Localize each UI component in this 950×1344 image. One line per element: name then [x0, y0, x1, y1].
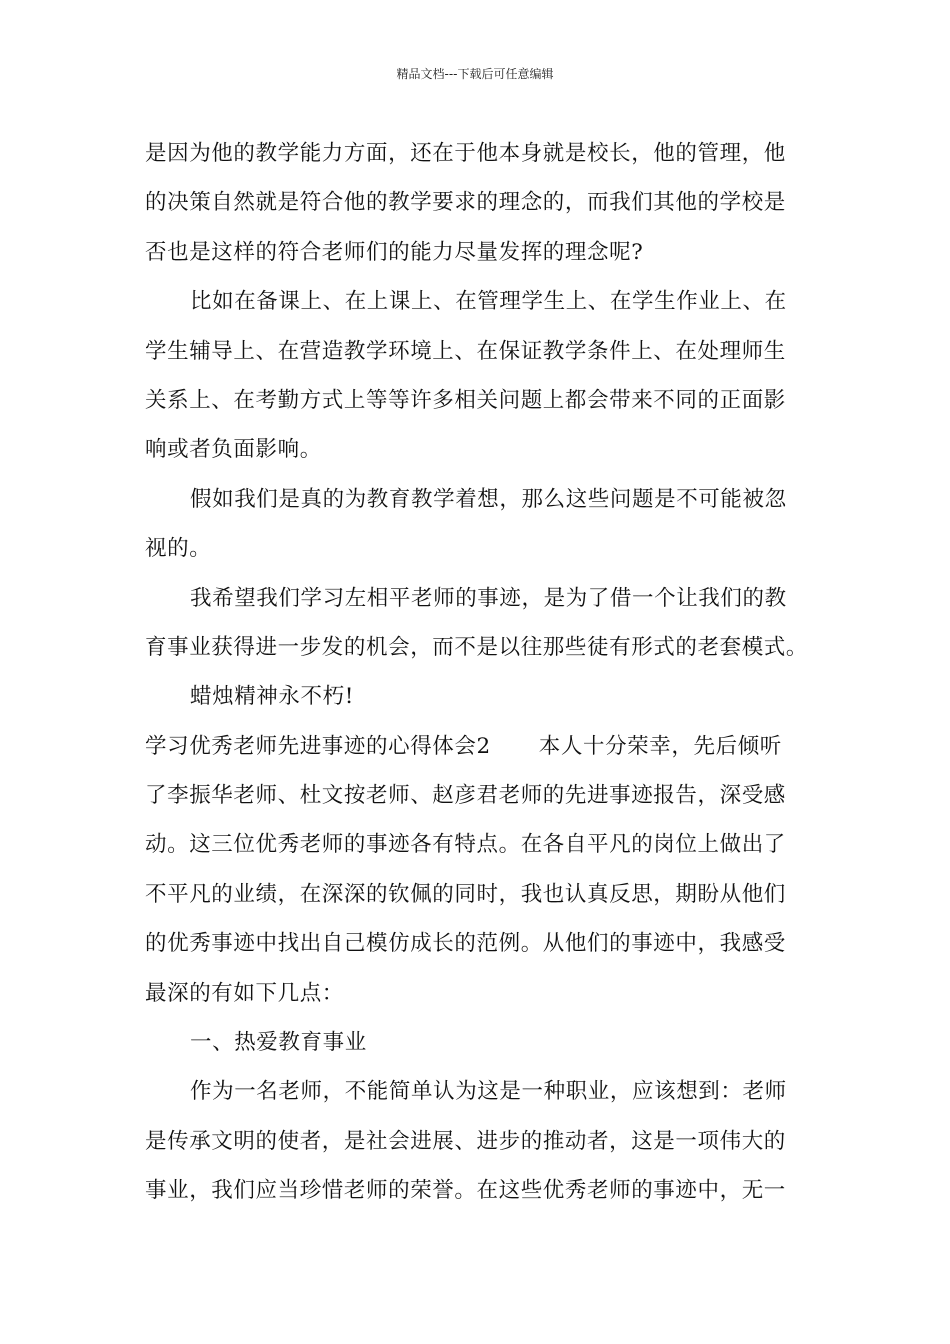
- text-line: 学生辅导上、在营造教学环境上、在保证教学条件上、在处理师生: [145, 338, 786, 364]
- body-text: [145, 129, 810, 1216]
- paragraph-start-line: 比如在备课上、在上课上、在管理学生上、在学生作业上、在: [190, 289, 787, 315]
- text-line: 育事业获得进一步发的机会，而不是以往那些徒有形式的老套模式。: [145, 634, 809, 660]
- text-line: 是传承文明的使者，是社会进展、进步的推动者，这是一项伟大的: [145, 1128, 786, 1154]
- text-line: 是因为他的教学能力方面，还在于他本身就是校长，他的管理，他: [145, 141, 786, 166]
- text-line: 响或者负面影响。: [145, 437, 322, 463]
- text-line: 事业，我们应当珍惜老师的荣誉。在这些优秀老师的事迹中，无一: [145, 1178, 786, 1204]
- paragraph-start-line: 假如我们是真的为教育教学着想，那么这些问题是不可能被忽: [190, 486, 787, 512]
- text-line: 最深的有如下几点：: [145, 980, 344, 1006]
- text-line: 了李振华老师、杜文按老师、赵彦君老师的先进事迹报告，深受感: [145, 783, 786, 809]
- section-title-line: [145, 722, 810, 771]
- text-line: 不平凡的业绩，在深深的钦佩的同时，我也认真反思，期盼从他们: [145, 881, 786, 907]
- text-line: 视的。: [145, 536, 212, 562]
- subheading-line: 一、热爱教育事业: [190, 1030, 367, 1056]
- text-line: 关系上、在考勤方式上等等许多相关问题上都会带来不同的正面影: [145, 387, 786, 413]
- page-header: 精品文档---下载后可任意编辑: [396, 67, 554, 81]
- text-line: 的决策自然就是符合他的教学要求的理念的，而我们其他的学校是: [145, 190, 786, 216]
- section-title: 学习优秀老师先进事迹的心得体会2: [145, 733, 491, 759]
- text-line: 动。这三位优秀老师的事迹各有特点。在各自平凡的岗位上做出了: [145, 832, 786, 858]
- paragraph-start-line: 蜡烛精神永不朽!: [190, 684, 354, 710]
- section-intro-text: 本人十分荣幸，先后倾听: [538, 733, 782, 759]
- text-line: 的优秀事迹中找出自己模仿成长的范例。从他们的事迹中，我感受: [145, 931, 786, 957]
- text-line: 否也是这样的符合老师们的能力尽量发挥的理念呢?: [145, 239, 644, 265]
- paragraph-start-line: 我希望我们学习左相平老师的事迹，是为了借一个让我们的教: [190, 585, 787, 611]
- paragraph-start-line: 作为一名老师，不能简单认为这是一种职业，应该想到：老师: [190, 1079, 787, 1105]
